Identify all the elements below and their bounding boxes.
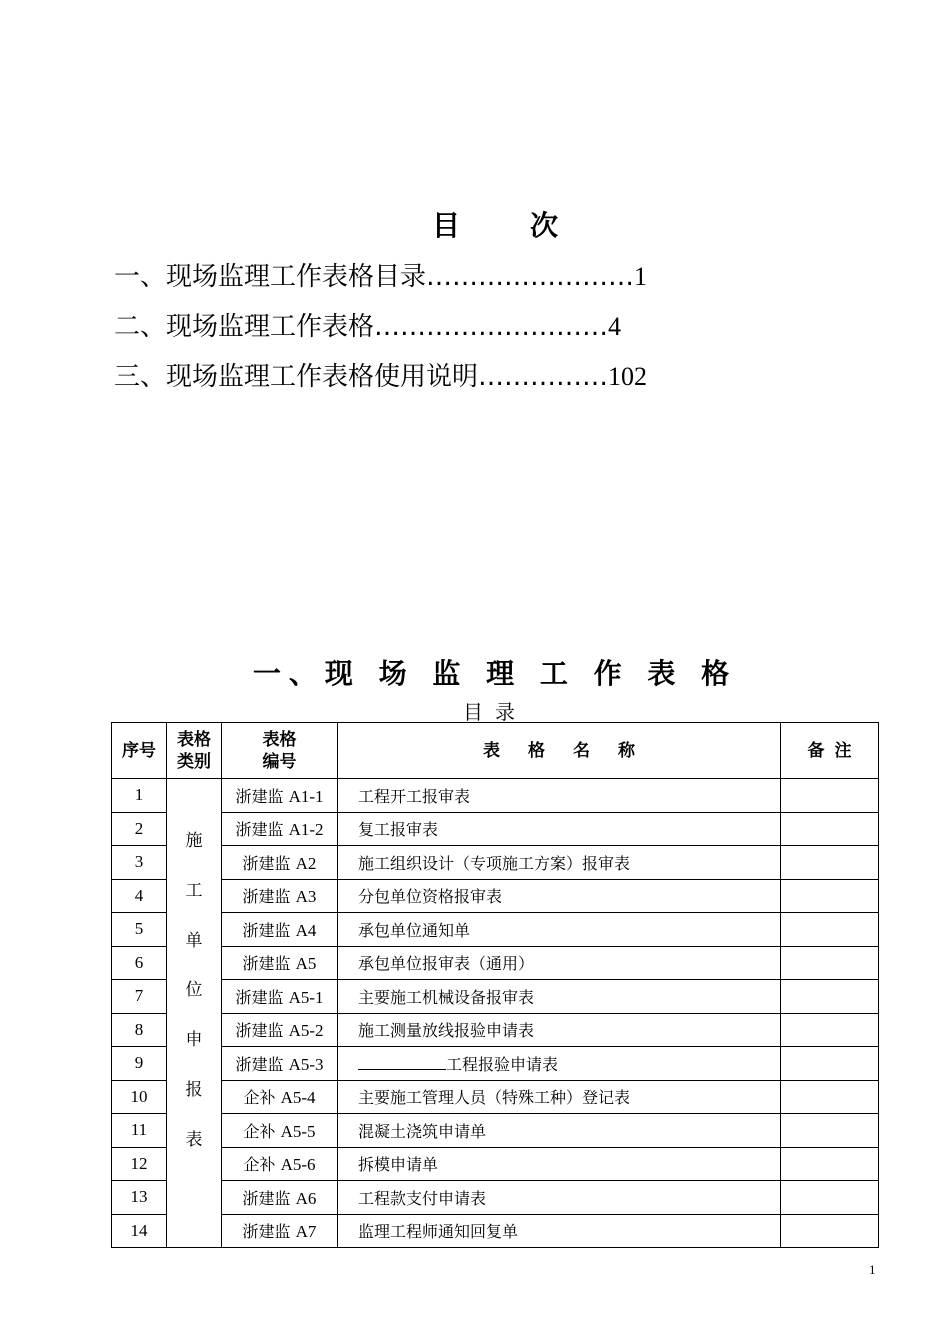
cell-no: 4 xyxy=(112,879,167,913)
header-note-char: 备 xyxy=(807,740,825,761)
cell-code xyxy=(222,846,338,880)
toc-entry[interactable] xyxy=(114,356,647,393)
code-prefix: 浙建监 xyxy=(235,820,284,840)
cell-no: 5 xyxy=(112,913,167,947)
code-prefix: 浙建监 xyxy=(242,853,291,873)
category-char: 报 xyxy=(185,1079,203,1100)
category-char: 表 xyxy=(185,1129,203,1150)
table-row xyxy=(112,1047,879,1081)
form-name: 监理工程师通知回复单 xyxy=(358,1222,519,1242)
code-prefix: 浙建监 xyxy=(235,987,284,1007)
header-note xyxy=(781,723,879,779)
cell-note xyxy=(781,946,879,980)
cell-code xyxy=(222,879,338,913)
header-code xyxy=(222,723,338,779)
form-name: 工程开工报审表 xyxy=(358,786,471,806)
toc-entry[interactable] xyxy=(114,256,647,293)
code-prefix: 浙建监 xyxy=(235,786,284,806)
code-prefix: 浙建监 xyxy=(235,1021,284,1041)
cell-code xyxy=(222,779,338,813)
toc-entry-page: 1 xyxy=(634,262,648,291)
table-row xyxy=(112,1147,879,1181)
category-char: 工 xyxy=(185,880,203,901)
table-row xyxy=(112,1080,879,1114)
cell-form-name xyxy=(338,1147,781,1181)
cell-note xyxy=(781,1181,879,1215)
cell-no: 7 xyxy=(112,980,167,1014)
cell-form-name xyxy=(338,1214,781,1248)
code-id: A5-1 xyxy=(288,987,324,1007)
toc-title xyxy=(0,204,950,244)
table-row xyxy=(112,1214,879,1248)
cell-no: 9 xyxy=(112,1047,167,1081)
category-char: 单 xyxy=(185,930,203,951)
toc-title-char: 目 xyxy=(431,209,460,242)
code-id: A5-3 xyxy=(288,1054,324,1074)
cell-form-name xyxy=(338,1181,781,1215)
fill-in-blank xyxy=(358,1053,446,1070)
cell-no: 12 xyxy=(112,1147,167,1181)
table-row xyxy=(112,913,879,947)
cell-code xyxy=(222,913,338,947)
cell-form-name xyxy=(338,1047,781,1081)
code-prefix: 企补 xyxy=(243,1155,276,1175)
cell-no: 6 xyxy=(112,946,167,980)
form-name: 施工测量放线报验申请表 xyxy=(358,1021,535,1041)
cell-code xyxy=(222,812,338,846)
toc-entry[interactable] xyxy=(114,306,621,343)
cell-no: 1 xyxy=(112,779,167,813)
table-row xyxy=(112,1181,879,1215)
cell-note xyxy=(781,812,879,846)
cell-form-name xyxy=(338,1080,781,1114)
code-id: A5 xyxy=(295,954,317,974)
cell-code xyxy=(222,1114,338,1148)
cell-code xyxy=(222,1147,338,1181)
form-name: 分包单位资格报审表 xyxy=(358,887,503,907)
cell-note xyxy=(781,1013,879,1047)
code-prefix: 浙建监 xyxy=(242,920,291,940)
form-name: 拆模申请单 xyxy=(358,1155,439,1175)
toc-entry-label: 一、现场监理工作表格目录 xyxy=(114,262,427,292)
toc-entry-page: 4 xyxy=(608,312,622,341)
form-name: 工程款支付申请表 xyxy=(358,1188,487,1208)
cell-category xyxy=(167,779,222,1248)
table-row xyxy=(112,846,879,880)
code-id: A5-5 xyxy=(280,1121,316,1141)
code-prefix: 浙建监 xyxy=(235,1054,284,1074)
cell-note xyxy=(781,980,879,1014)
table-row xyxy=(112,980,879,1014)
code-id: A5-4 xyxy=(280,1088,316,1108)
cell-note xyxy=(781,1080,879,1114)
table-row xyxy=(112,1013,879,1047)
form-index-table xyxy=(111,722,879,1248)
page-number: 1 xyxy=(869,1262,876,1277)
table-row xyxy=(112,946,879,980)
cell-note xyxy=(781,1147,879,1181)
form-name: 承包单位报审表（通用） xyxy=(358,954,535,974)
header-name-char: 称 xyxy=(618,740,635,761)
cell-note xyxy=(781,879,879,913)
code-id: A1-2 xyxy=(288,820,324,840)
code-prefix: 浙建监 xyxy=(242,954,291,974)
header-code-line: 表格 xyxy=(262,729,297,750)
code-prefix: 浙建监 xyxy=(242,1222,291,1242)
header-category-line: 表格 xyxy=(177,729,211,750)
cell-code xyxy=(222,946,338,980)
code-id: A5-2 xyxy=(288,1021,324,1041)
code-id: A5-6 xyxy=(280,1155,316,1175)
cell-no: 3 xyxy=(112,846,167,880)
header-name xyxy=(338,723,781,779)
cell-no: 13 xyxy=(112,1181,167,1215)
form-name: 混凝土浇筑申请单 xyxy=(358,1121,487,1141)
cell-form-name xyxy=(338,879,781,913)
cell-note xyxy=(781,913,879,947)
toc-entry-dots: …………… xyxy=(478,362,609,392)
cell-code xyxy=(222,1214,338,1248)
category-char: 申 xyxy=(185,1030,203,1051)
header-name-char: 格 xyxy=(528,740,545,761)
cell-code xyxy=(222,1047,338,1081)
code-id: A7 xyxy=(295,1222,317,1242)
table-header-row xyxy=(112,723,879,779)
cell-form-name xyxy=(338,1114,781,1148)
code-prefix: 企补 xyxy=(243,1121,276,1141)
header-no: 序号 xyxy=(112,723,167,779)
code-id: A3 xyxy=(295,887,317,907)
header-category-line: 类别 xyxy=(177,751,211,772)
category-char: 位 xyxy=(185,980,203,1001)
cell-no: 11 xyxy=(112,1114,167,1148)
cell-note xyxy=(781,779,879,813)
category-char: 施 xyxy=(185,831,203,851)
cell-form-name xyxy=(338,1013,781,1047)
code-prefix: 浙建监 xyxy=(242,1188,291,1208)
form-name: 复工报审表 xyxy=(358,820,439,840)
code-id: A2 xyxy=(295,853,317,873)
cell-form-name xyxy=(338,913,781,947)
code-prefix: 企补 xyxy=(243,1088,276,1108)
toc-entry-label: 三、现场监理工作表格使用说明 xyxy=(114,362,479,392)
form-name: 承包单位通知单 xyxy=(358,920,471,940)
form-name: 施工组织设计（专项施工方案）报审表 xyxy=(358,853,631,873)
cell-code xyxy=(222,1013,338,1047)
table-row xyxy=(112,812,879,846)
cell-no: 10 xyxy=(112,1080,167,1114)
table-row xyxy=(112,879,879,913)
code-id: A6 xyxy=(295,1188,317,1208)
header-code-line: 编号 xyxy=(262,751,297,772)
cell-no: 14 xyxy=(112,1214,167,1248)
cell-note xyxy=(781,1114,879,1148)
form-name: 工程报验申请表 xyxy=(446,1054,559,1074)
code-prefix: 浙建监 xyxy=(242,887,291,907)
cell-form-name xyxy=(338,846,781,880)
section-title: 一、现 场 监 理 工 作 表 格 xyxy=(252,657,738,690)
cell-form-name xyxy=(338,980,781,1014)
header-name-char: 名 xyxy=(573,740,590,761)
cell-note xyxy=(781,1047,879,1081)
cell-code xyxy=(222,1080,338,1114)
toc-entry-page: 102 xyxy=(608,362,648,391)
cell-code xyxy=(222,1181,338,1215)
code-id: A1-1 xyxy=(288,786,324,806)
form-name: 主要施工机械设备报审表 xyxy=(358,987,535,1007)
toc-title-char: 次 xyxy=(530,209,559,242)
toc-entry-dots: ……………………… xyxy=(374,312,609,342)
cell-no: 2 xyxy=(112,812,167,846)
header-category xyxy=(167,723,222,779)
cell-no: 8 xyxy=(112,1013,167,1047)
cell-form-name xyxy=(338,812,781,846)
cell-form-name xyxy=(338,946,781,980)
table-row xyxy=(112,1114,879,1148)
cell-code xyxy=(222,980,338,1014)
toc-entry-label: 二、现场监理工作表格 xyxy=(114,312,375,342)
form-name: 主要施工管理人员（特殊工种）登记表 xyxy=(358,1088,631,1108)
cell-form-name xyxy=(338,779,781,813)
code-id: A4 xyxy=(295,920,317,940)
table-row xyxy=(112,779,879,813)
section-subtitle: 目录 xyxy=(463,700,527,724)
header-note-char: 注 xyxy=(834,740,852,761)
header-name-char: 表 xyxy=(483,740,500,761)
toc-entry-dots: …………………… xyxy=(426,262,635,292)
cell-note xyxy=(781,1214,879,1248)
cell-note xyxy=(781,846,879,880)
